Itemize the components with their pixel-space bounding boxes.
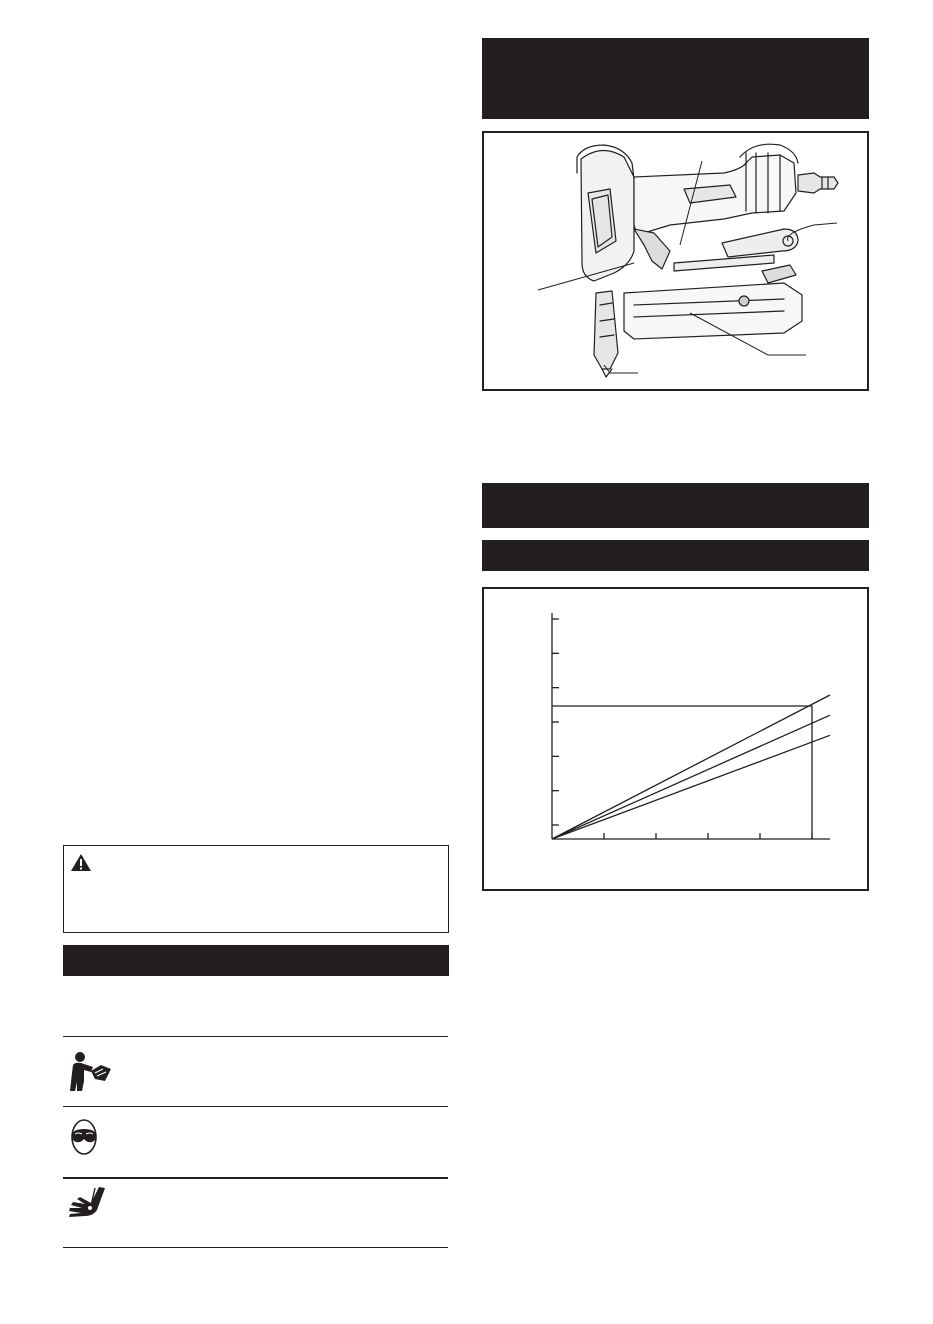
- symbols-header: [63, 945, 449, 976]
- pin-nailer-illustration: [484, 133, 867, 389]
- symbol-row-safety-glasses: [63, 1107, 449, 1177]
- symbol-row-read-manual: [63, 1037, 449, 1106]
- section-header: [482, 483, 869, 528]
- safety-glasses-icon: [69, 1117, 99, 1157]
- symbol-row-hand-puncture: [63, 1178, 449, 1247]
- chart-plot: [484, 589, 867, 889]
- hand-puncture-icon: [67, 1186, 111, 1226]
- warning-triangle-icon: [70, 853, 92, 872]
- series-line-1: [552, 695, 830, 839]
- tool-figure: [482, 131, 869, 391]
- header-block: [482, 38, 869, 119]
- warning-box: [63, 845, 449, 933]
- series-line-2: [552, 715, 830, 839]
- read-manual-icon: [69, 1051, 113, 1091]
- chart-figure: [482, 587, 869, 891]
- series-line-3: [552, 735, 830, 839]
- symbol-table-rule: [63, 1247, 448, 1248]
- subsection-header: [482, 540, 869, 571]
